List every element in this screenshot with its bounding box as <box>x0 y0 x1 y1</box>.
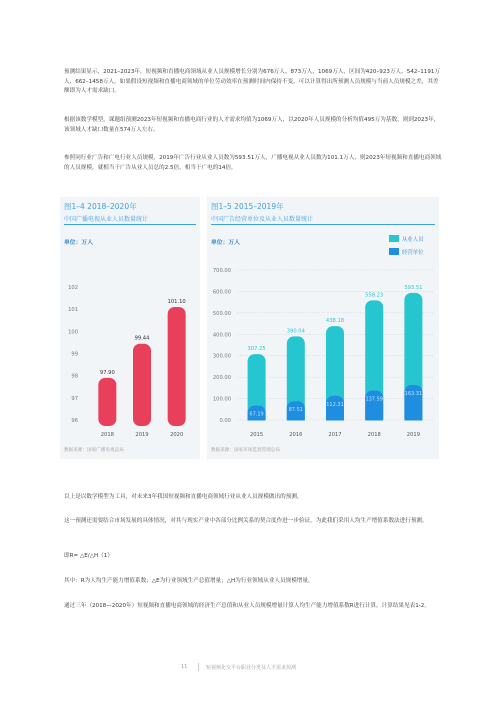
bar-value-label-personnel: 307.25 <box>247 346 266 353</box>
bar-value-label: 101.10 <box>167 298 186 305</box>
x-tick-label: 2019 <box>406 432 421 438</box>
y-tick-label: 102 <box>68 285 78 291</box>
bar-value-label-personnel: 438.18 <box>325 318 345 325</box>
paragraph-formula-definition: 其中：R为人均生产能力增值系数；△E为行业领域生产总值增量；△H为行业领域从业人员规模增量。 <box>64 578 314 584</box>
legend-swatch-personnel <box>389 235 399 242</box>
bar-value-label: 99.44 <box>134 335 150 342</box>
bar-value-label-personnel: 390.04 <box>286 328 305 335</box>
bar-value-label: 97.90 <box>99 369 115 376</box>
bar-value-label-personnel: 558.23 <box>365 292 384 299</box>
bar-value-label-personnel: 593.51 <box>404 284 423 291</box>
figure-1-5-rule <box>211 224 435 225</box>
x-tick-label: 2015 <box>249 432 264 438</box>
figure-1-5-unit: 单位：万人 <box>211 240 240 246</box>
bar-base-mask <box>235 421 435 429</box>
y-tick-label: 101 <box>68 307 78 314</box>
legend-label-units: 经营单位 <box>402 250 424 256</box>
paragraph-industry-comparison: 参照同行业广告和广电行业人员规模，2019年广告行业从业人员数为593.51万人，广播电视从业人员数为101.1万人，则2023年短视频和直播电商领域的人员规模，就相当于广告从业人员总的2.5倍，相当于广电的14倍。 <box>64 155 442 171</box>
bar-value-label-units: 87.51 <box>288 407 303 414</box>
figure-1-4-rule <box>64 224 196 225</box>
bar-value-label-units: 67.19 <box>249 411 264 418</box>
figure-1-4-unit: 单位：万人 <box>64 240 93 246</box>
bar-value-label-units: 137.59 <box>365 396 383 403</box>
bar-value-label-units: 112.31 <box>326 401 344 408</box>
page-number: 11 <box>181 664 188 670</box>
paragraph-calculation: 通过三年（2018—2020年）短视频和直播电商领域的经济生产总值和从业人员规模增量计算人均生产能力增值系数R进行计算，计算结果见表1-2。 <box>64 603 430 609</box>
y-tick-label: 500.00 <box>212 310 231 317</box>
y-tick-label: 400.00 <box>212 332 231 339</box>
y-tick-label: 100 <box>68 329 78 336</box>
x-tick-label: 2018 <box>367 432 381 438</box>
y-tick-label: 97 <box>71 395 78 402</box>
y-tick-label: 600.00 <box>212 289 231 296</box>
bar-2019 <box>133 344 151 426</box>
y-tick-label: 0.00 <box>219 418 231 424</box>
paragraph-prediction-results: 预测结果显示，2021–2023年，短视频和直播电商领域从业人员规模增长分别为676万人、873万人、1069万人，区间为420–923万人、542–1191万人、662–1458万人。如果假设短视频和直播电商领域的单位劳动效率在预测时间内保持不变，可以计算得出所预测人员规模与当前人员规模之差，其差额即为人才需求缺口。 <box>64 69 441 94</box>
y-tick-label: 300.00 <box>212 353 231 360</box>
x-tick-label: 2016 <box>289 432 303 438</box>
bar-2018 <box>98 378 116 426</box>
paragraph-method: 这一预测还需要结合市场发展的具体情况，对其与现实产业中各部分比例关系的契合度作进一步验证。为此我们采用人均生产增值系数法进行预测。 <box>64 518 428 524</box>
bar-base-mask <box>88 426 196 430</box>
x-tick-label: 2018 <box>100 432 114 438</box>
figure-1-5-subtitle: 中国广告经营单位及从业人员数量统计 <box>211 216 314 223</box>
paragraph-summary: 以上是以数学模型为工具，对未来3年我国短视频和直播电商领域行业从业人员规模做出的预测。 <box>64 494 303 500</box>
x-tick-label: 2020 <box>170 432 184 438</box>
figure-1-5-source: 数据来源：国家市场监督管理总局 <box>211 448 280 453</box>
y-tick-label: 96 <box>71 418 78 424</box>
y-tick-label: 98 <box>71 373 78 380</box>
footer-title: 短视频化交平台职业分类及人才需求预测 <box>206 665 297 671</box>
figure-1-4-subtitle: 中国广播电视从业人员数量统计 <box>64 216 149 223</box>
figure-1-4-source: 数据来源：国家广播电视总局 <box>64 448 124 453</box>
x-tick-label: 2019 <box>135 432 149 438</box>
figure-1-4-chart <box>60 270 200 440</box>
footer-divider <box>198 663 199 671</box>
formula-line: 即R= △E/△H（1） <box>64 553 113 559</box>
bar-value-label-units: 163.31 <box>404 391 423 398</box>
y-tick-label: 700.00 <box>212 268 231 274</box>
figure-1-5-chart <box>207 228 439 440</box>
figure-1-4-title: 图1–4 2018–2020年 <box>64 202 137 211</box>
x-tick-label: 2017 <box>328 432 342 438</box>
y-tick-label: 200.00 <box>212 375 231 382</box>
figure-1-5-title: 图1–5 2015–2019年 <box>211 202 284 211</box>
legend-swatch-units <box>389 248 399 255</box>
legend-label-personnel: 从业人员 <box>402 237 424 243</box>
y-tick-label: 99 <box>71 351 78 358</box>
paragraph-model-gap: 根据该数学模型，课题组预测2023年短视频和直播电商行业的人才需求均值为1069万人，以2020年人员规模的分析均值495万为基数，则到2023年，该领域人才缺口数量在574万人左右。 <box>64 117 440 133</box>
y-tick-label: 100.00 <box>212 396 231 403</box>
bar-2020 <box>168 307 186 426</box>
